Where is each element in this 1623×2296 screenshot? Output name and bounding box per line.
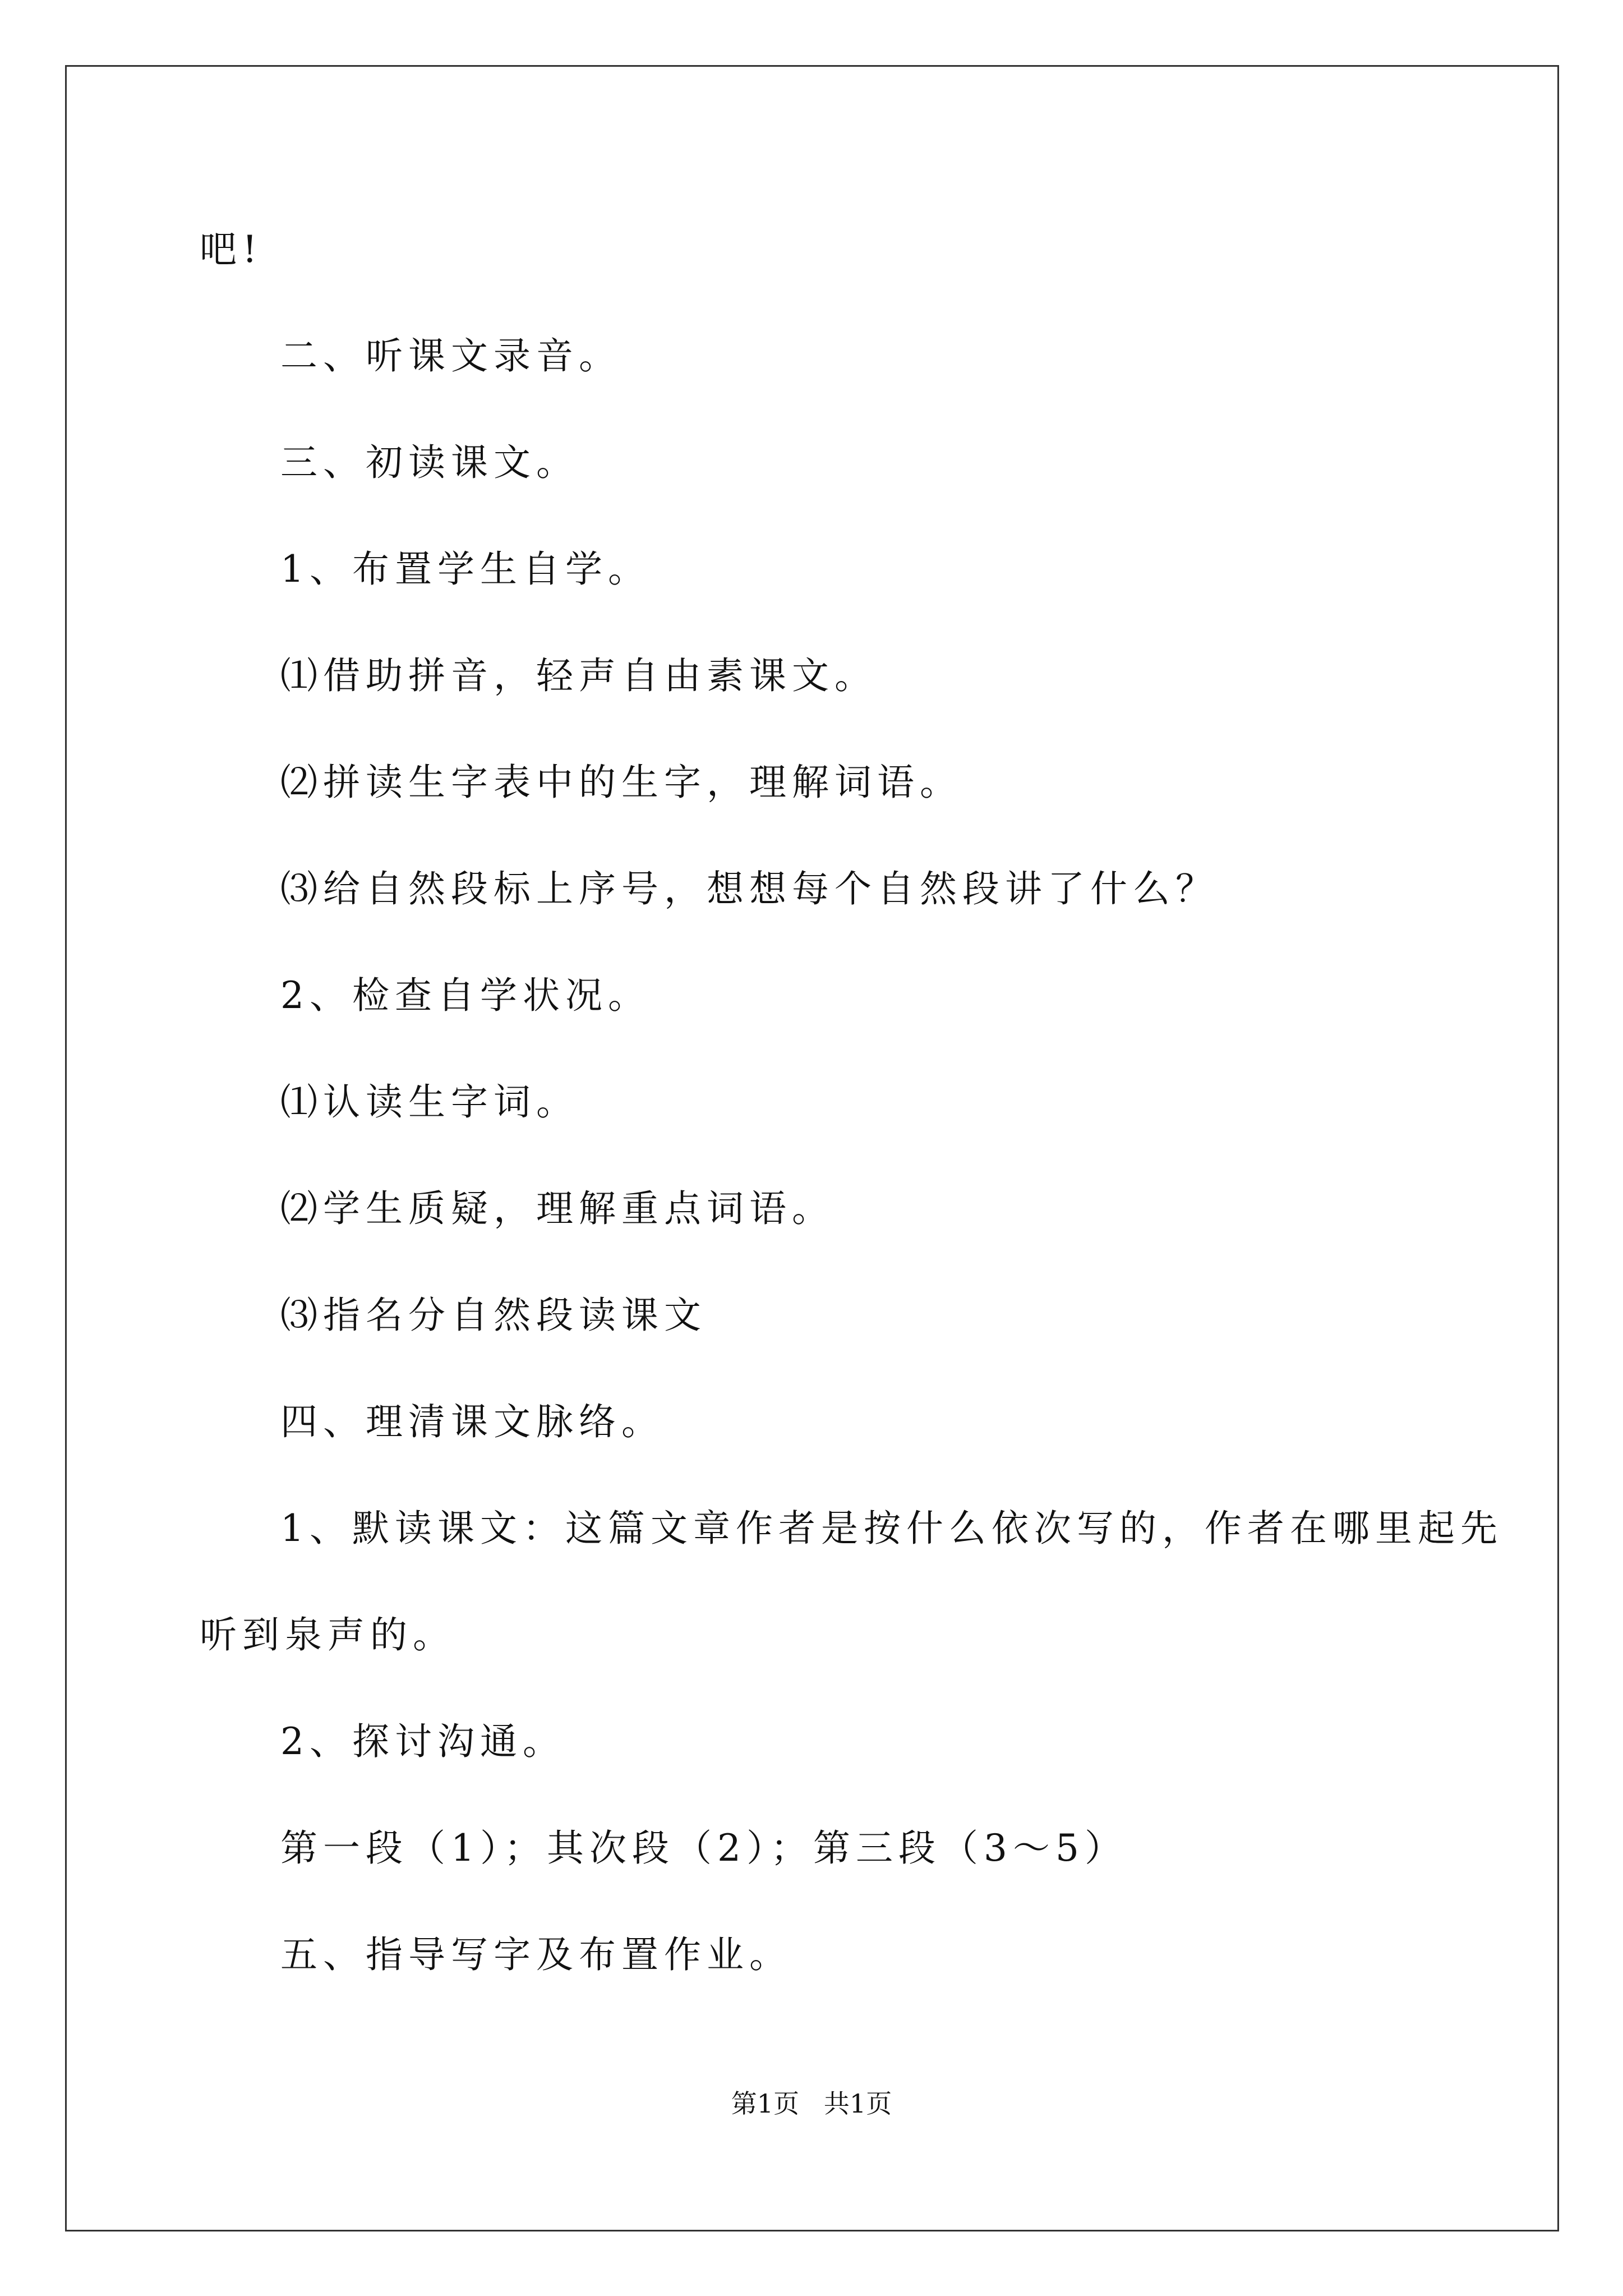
text-line: 2、探讨沟通。 bbox=[280, 1720, 565, 1763]
text-line: 吧! bbox=[200, 228, 263, 271]
text-line: 1、默读课文：这篇文章作者是按什么依次写的，作者在哪里起先 bbox=[280, 1507, 1503, 1550]
text-line: 三、初读课文。 bbox=[280, 441, 579, 484]
text-line: 五、指导写字及布置作业。 bbox=[280, 1933, 792, 1976]
text-line: ⑴认读生字词。 bbox=[280, 1080, 579, 1124]
text-line: 第一段（1）；其次段（2）；第三段（3～5） bbox=[280, 1826, 1127, 1870]
text-line: 2、检查自学状况。 bbox=[280, 974, 651, 1017]
text-line: ⑵拼读生字表中的生字，理解词语。 bbox=[280, 761, 962, 804]
text-line: ⑶给自然段标上序号，想想每个自然段讲了什么？ bbox=[280, 867, 1218, 910]
text-line: ⑶指名分自然段读课文 bbox=[280, 1294, 707, 1337]
page-footer: 第1页 共1页 bbox=[731, 2088, 892, 2119]
text-line: 二、听课文录音。 bbox=[280, 334, 621, 378]
page-frame bbox=[65, 65, 1559, 2231]
text-line: ⑵学生质疑，理解重点词语。 bbox=[280, 1187, 834, 1230]
text-line: 1、布置学生自学。 bbox=[280, 547, 651, 591]
text-line: 四、理清课文脉络。 bbox=[280, 1400, 664, 1443]
text-line: 听到泉声的。 bbox=[200, 1613, 455, 1657]
text-line: ⑴借助拼音，轻声自由素课文。 bbox=[280, 654, 877, 697]
